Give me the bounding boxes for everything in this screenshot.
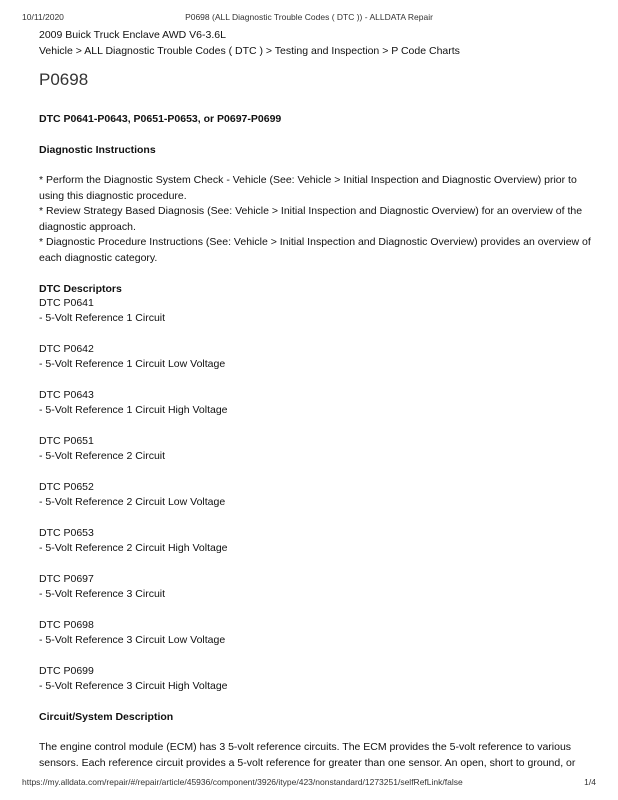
dtc-code: DTC P0697 — [39, 573, 94, 585]
dtc-code: DTC P0652 — [39, 481, 94, 493]
dtc-descriptor-entry — [39, 434, 596, 464]
dtc-descriptor-entry — [39, 342, 596, 372]
page-number: 1/4 — [584, 777, 596, 787]
dtc-code: DTC P0698 — [39, 619, 94, 631]
dtc-description: - 5-Volt Reference 1 Circuit High Voltage — [39, 404, 228, 416]
dtc-descriptor-entry — [39, 296, 596, 326]
circuit-description-text: The engine control module (ECM) has 3 5-volt reference circuits. The ECM provides the 5-volt reference to various sensors. Each reference circuit provides a 5-volt reference for greater than one sensor. An open, short to ground, or — [39, 741, 576, 769]
circuit-description-heading: Circuit/System Description — [39, 711, 174, 723]
dtc-descriptor-entry — [39, 526, 596, 556]
dtc-description: - 5-Volt Reference 2 Circuit High Voltage — [39, 542, 228, 554]
dtc-description: - 5-Volt Reference 3 Circuit — [39, 588, 166, 600]
dtc-heading: DTC P0641-P0643, P0651-P0653, or P0697-P0699 — [39, 113, 282, 125]
dtc-code: DTC P0643 — [39, 389, 94, 401]
print-title: P0698 (ALL Diagnostic Trouble Codes ( DTC )) - ALLDATA Repair — [185, 12, 433, 22]
dtc-description: - 5-Volt Reference 3 Circuit High Voltage — [39, 680, 228, 692]
diagnostic-instructions-heading: Diagnostic Instructions — [39, 144, 156, 156]
dtc-description: - 5-Volt Reference 1 Circuit — [39, 312, 166, 324]
instruction-item: * Review Strategy Based Diagnosis (See: Vehicle > Initial Inspection and Diagnostic Overview) for an overview of the diagnostic approach. — [39, 205, 583, 233]
dtc-descriptors-list — [39, 296, 596, 694]
document-content — [39, 27, 596, 771]
dtc-code: DTC P0651 — [39, 435, 94, 447]
vehicle-title: 2009 Buick Truck Enclave AWD V6-3.6L — [39, 29, 226, 41]
dtc-description: - 5-Volt Reference 1 Circuit Low Voltage — [39, 358, 226, 370]
dtc-descriptor-entry — [39, 664, 596, 694]
dtc-descriptor-entry — [39, 572, 596, 602]
dtc-descriptor-entry — [39, 388, 596, 418]
dtc-descriptors-heading: DTC Descriptors — [39, 283, 122, 295]
dtc-descriptor-entry — [39, 480, 596, 510]
dtc-description: - 5-Volt Reference 2 Circuit Low Voltage — [39, 496, 226, 508]
dtc-code: DTC P0699 — [39, 665, 94, 677]
dtc-code: DTC P0641 — [39, 297, 94, 309]
print-date: 10/11/2020 — [22, 12, 64, 22]
dtc-descriptor-entry — [39, 618, 596, 648]
instruction-item: * Perform the Diagnostic System Check - Vehicle (See: Vehicle > Initial Inspection and Diagnostic Overview) prior to using this diagnostic procedure. — [39, 174, 577, 202]
breadcrumb: Vehicle > ALL Diagnostic Trouble Codes ( DTC ) > Testing and Inspection > P Code Charts — [39, 45, 460, 57]
dtc-description: - 5-Volt Reference 3 Circuit Low Voltage — [39, 634, 226, 646]
page-title: P0698 — [39, 70, 89, 89]
dtc-code: DTC P0642 — [39, 343, 94, 355]
print-header — [22, 12, 596, 24]
dtc-description: - 5-Volt Reference 2 Circuit — [39, 450, 166, 462]
instruction-item: * Diagnostic Procedure Instructions (See: Vehicle > Initial Inspection and Diagnostic Overview) provides an overview of each diagnostic category. — [39, 236, 591, 264]
print-url: https://my.alldata.com/repair/#/repair/article/45936/component/3926/itype/423/nonstandard/1273251/selfRefLink/false — [22, 777, 463, 787]
dtc-code: DTC P0653 — [39, 527, 94, 539]
diagnostic-instructions-list — [39, 173, 596, 266]
print-footer — [22, 777, 596, 789]
